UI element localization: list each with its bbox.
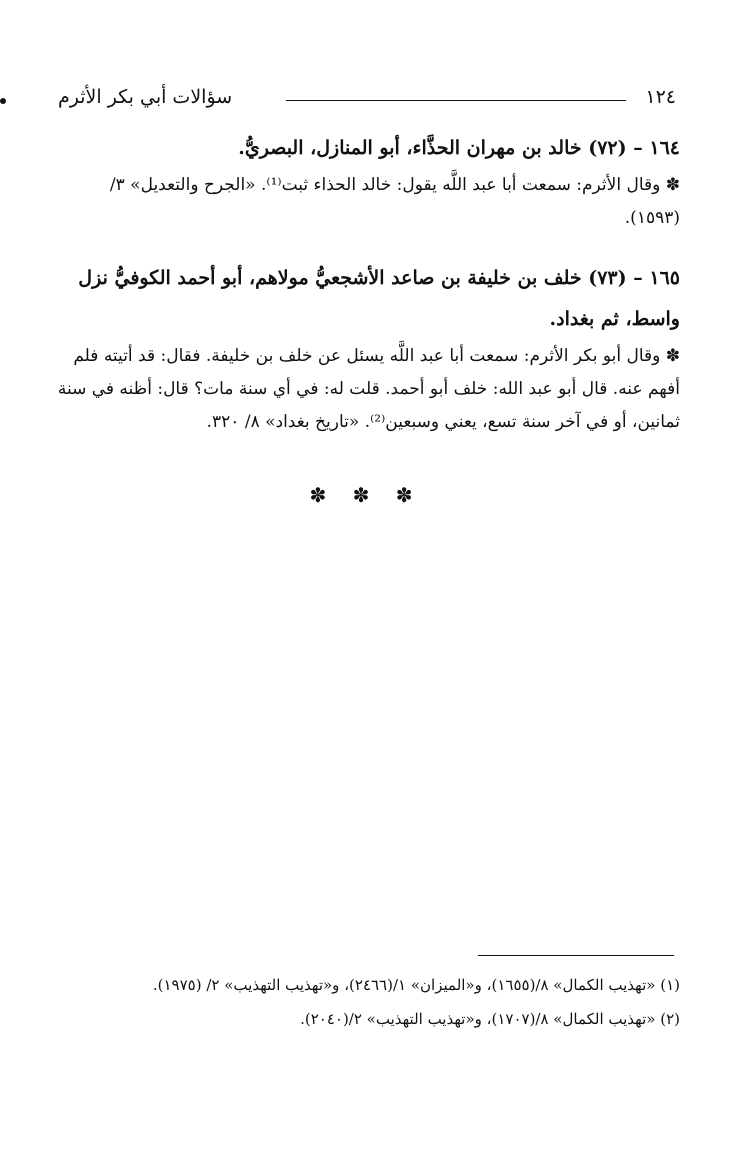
footnote-1: (١) «تهذيب الكمال» ٨/(١٦٥٥)، و«الميزان» ١/(٢٤٦٦)، و«تهذيب التهذيب» ٢/ (١٩٧٥).: [152, 976, 680, 994]
entry-164: [56, 128, 680, 235]
footnote-rule: [478, 955, 674, 956]
scan-mark: [0, 98, 6, 104]
footnote-2: (٢) «تهذيب الكمال» ٨/(١٧٠٧)، و«تهذيب التهذيب» ٢/(٢٠٤٠).: [300, 1010, 680, 1028]
entry-heading: ١٦٤ – (٧٢) خالد بن مهران الحذَّاء، أبو المنازل، البصريُّ.: [238, 137, 680, 159]
page-number: ١٢٤: [645, 86, 676, 108]
page-header: [58, 86, 678, 116]
running-title: سؤالات أبي بكر الأثرم: [58, 86, 233, 108]
entry-text: ✽ وقال أبو بكر الأثرم: سمعت أبا عبد اللَّه يسئل عن خلف بن خليفة. فقال: قد أتيته فلم أفهم عنه. قال أبو عبد الله: خلف أبو أحمد. قلت له: في أي سنة مات؟ قال: أظنه في سنة ثمانين، أو في آخر سنة تسع، يعني وسبعين⁽²⁾. «تاريخ بغداد» ٨/ ٣٢٠.: [57, 346, 680, 432]
entry-heading: ١٦٥ – (٧٣) خلف بن خليفة بن صاعد الأشجعيُّ مولاهم، أبو أحمد الكوفيُّ نزل واسط، ثم بغداد.: [78, 267, 680, 330]
header-rule: [286, 100, 626, 101]
footnotes: [46, 968, 680, 1036]
section-separator: ✽ ✽ ✽: [309, 483, 423, 507]
entry-text: ✽ وقال الأثرم: سمعت أبا عبد اللَّه يقول: خالد الحذاء ثبت⁽¹⁾. «الجرح والتعديل» ٣/ (١٥٩٣).: [109, 175, 680, 228]
entry-165: [56, 258, 680, 439]
